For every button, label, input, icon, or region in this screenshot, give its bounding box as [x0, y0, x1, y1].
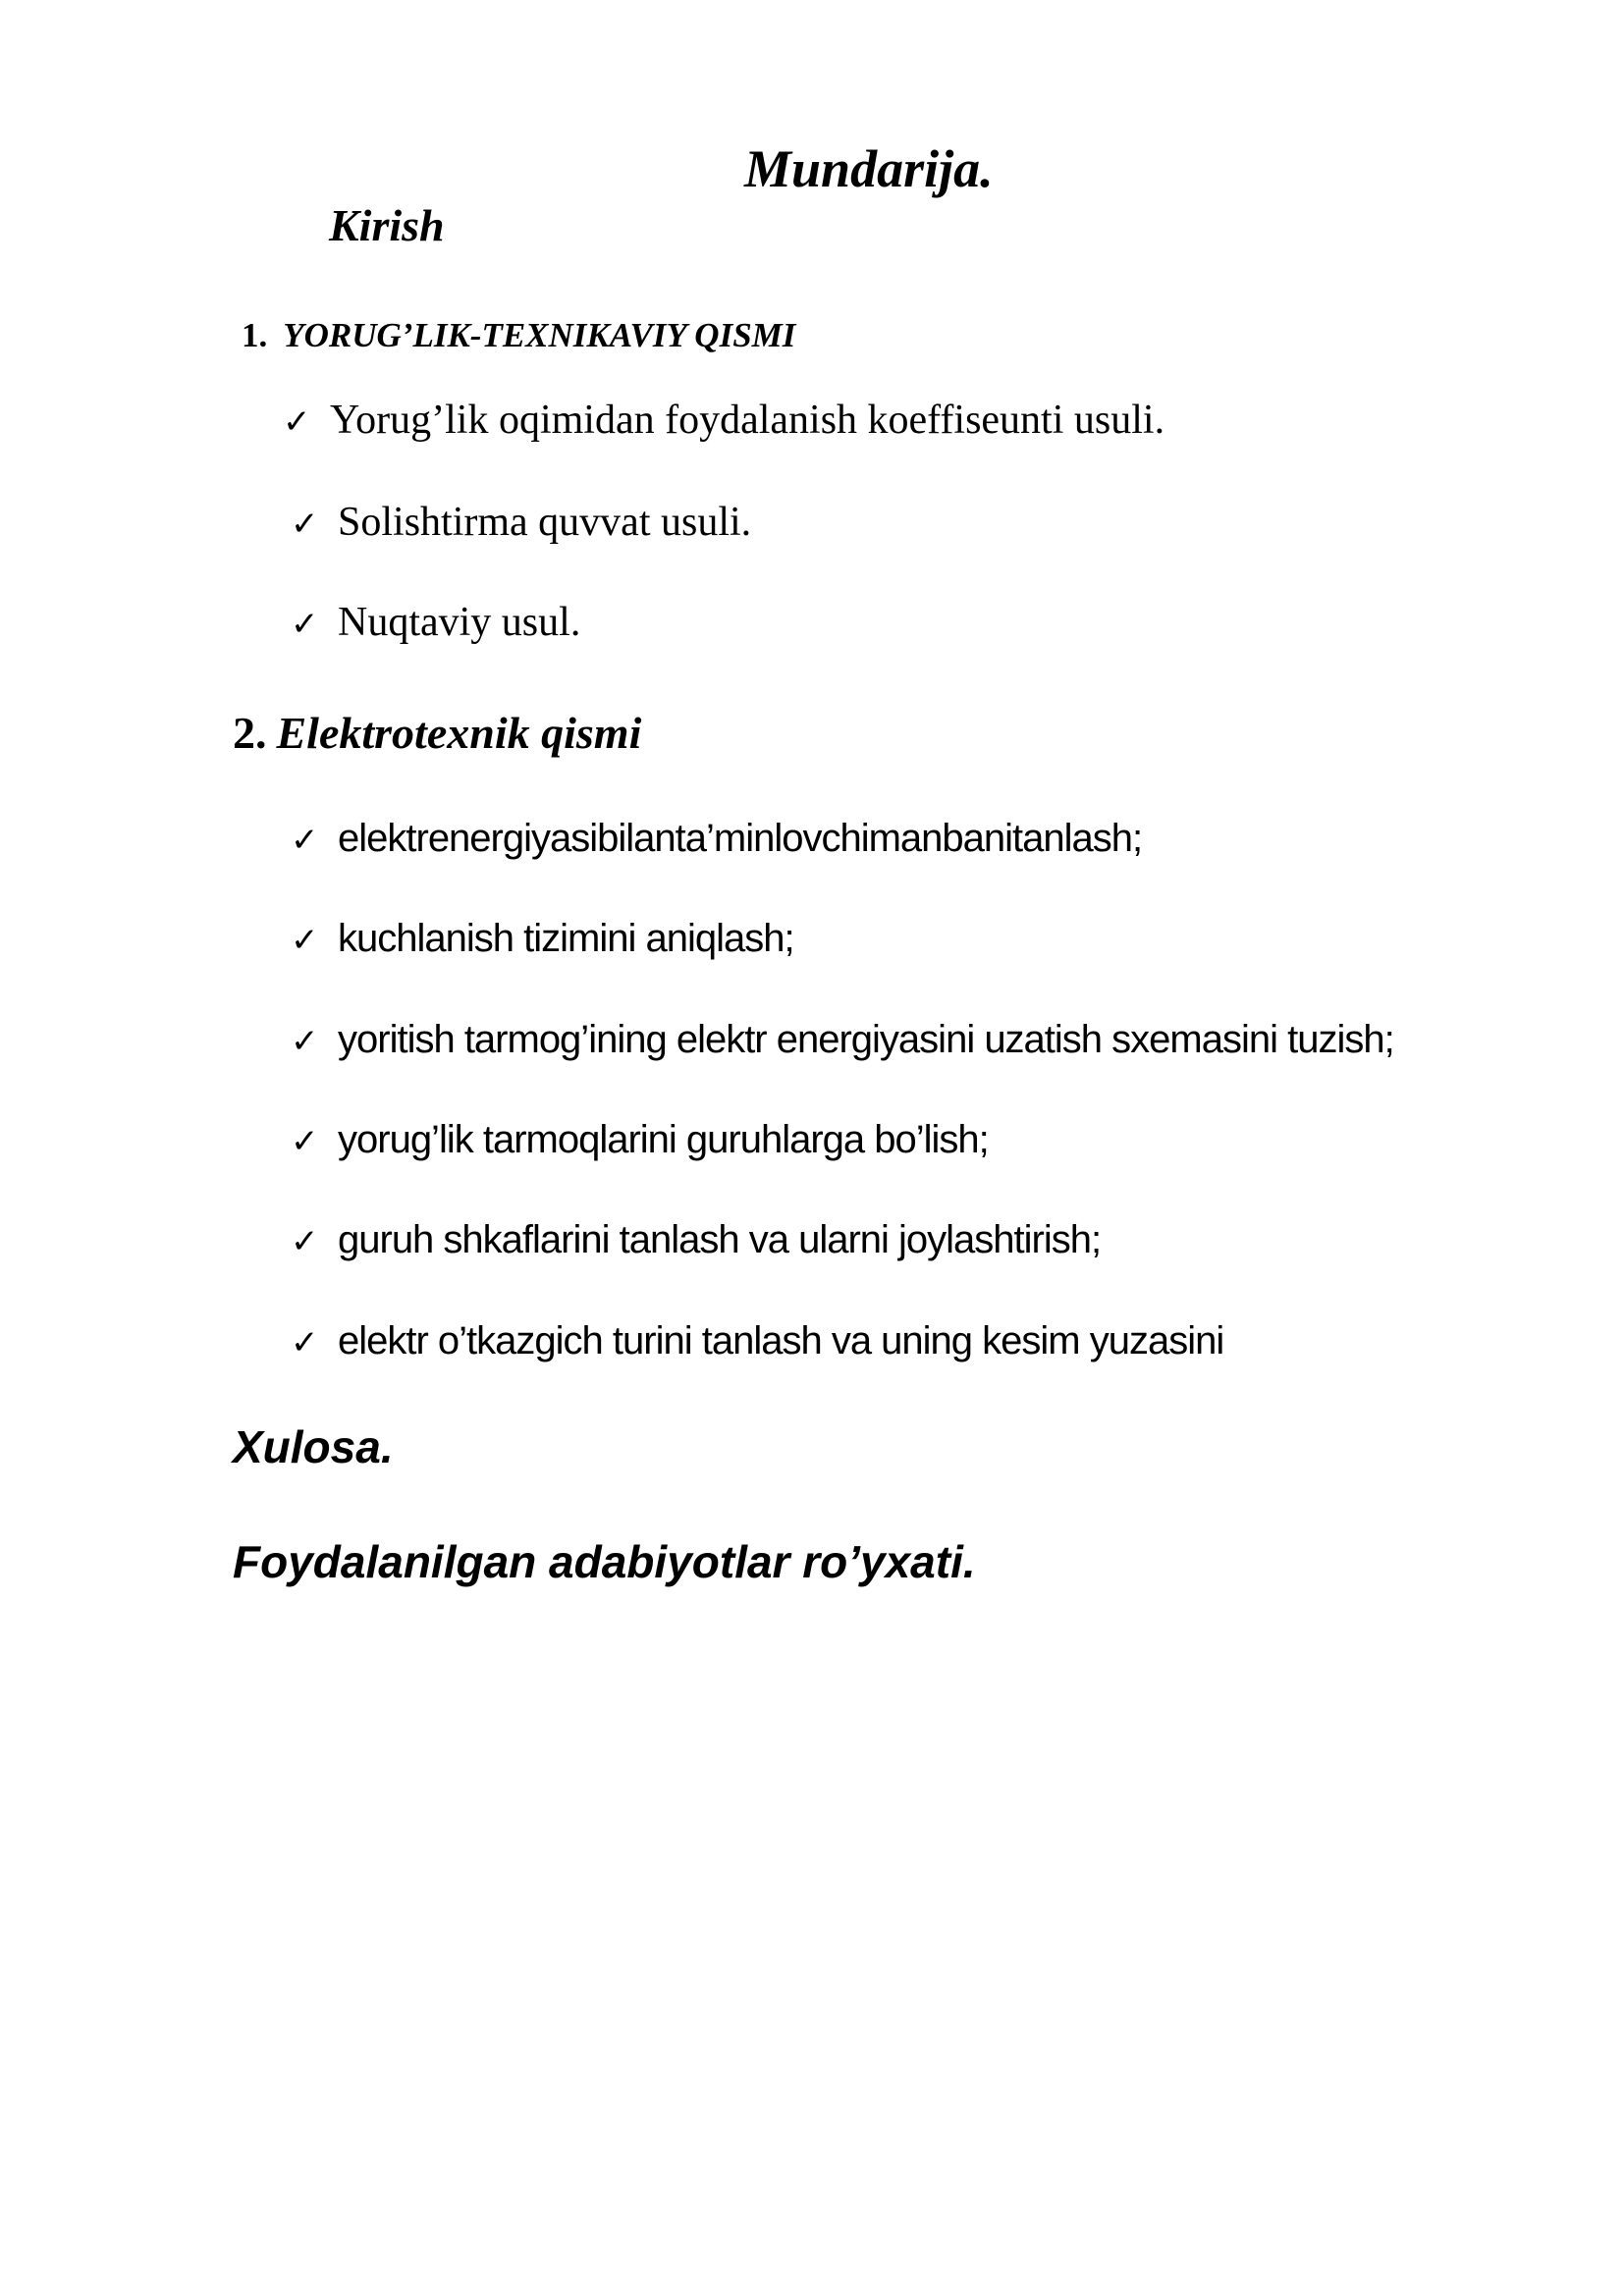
section2-item-text: guruh shkaflarini tanlash va ularni joylashtirish;	[338, 1218, 1102, 1261]
checkmark-icon: ✓	[291, 921, 318, 960]
section1-item-text: Solishtirma quvvat usuli.	[338, 500, 752, 545]
conclusion-heading: Xulosa.	[233, 1421, 394, 1472]
checkmark-icon: ✓	[291, 505, 319, 544]
checkmark-icon: ✓	[291, 1323, 318, 1362]
section1-item	[291, 498, 751, 549]
checkmark-icon: ✓	[291, 1022, 318, 1061]
section1-title: YORUG’LIK-TEXNIKAVIY QISMI	[283, 316, 796, 354]
section2-item-text: elektr o’tkazgich turini tanlash va uning kesim yuzasini	[338, 1319, 1224, 1362]
section2-item	[291, 914, 794, 965]
section2-item-text: kuchlanish tizimini aniqlash;	[338, 917, 794, 960]
checkmark-icon: ✓	[283, 402, 311, 442]
checkmark-icon: ✓	[291, 605, 319, 644]
intro-heading: Kirish	[329, 200, 445, 250]
section2-item-text: yorug’lik tarmoqlarini guruhlarga bo’lish;	[338, 1118, 989, 1161]
section1-item	[291, 598, 580, 649]
page-title: Mundarija.	[744, 139, 994, 198]
checkmark-icon: ✓	[291, 1222, 318, 1261]
section2-number: 2.	[233, 708, 267, 758]
section2-item	[291, 1015, 1394, 1066]
section2-item	[291, 814, 1142, 865]
section1-heading	[242, 314, 795, 357]
section2-item	[291, 1115, 989, 1166]
checkmark-icon: ✓	[291, 1122, 318, 1161]
section2-title: Elektrotexnik qismi	[276, 708, 642, 758]
section2-item-text: elektrenergiyasibilanta’minlovchimanbanitanlash;	[338, 817, 1143, 860]
checkmark-icon: ✓	[291, 821, 318, 860]
section1-item	[283, 396, 1164, 447]
section1-number: 1.	[242, 316, 268, 354]
section2-item	[291, 1215, 1101, 1266]
section1-item-text: Yorug’lik oqimidan foydalanish koeffiseunti usuli.	[330, 398, 1165, 443]
section2-item-text: yoritish tarmog’ining elektr energiyasini uzatish sxemasini tuzish;	[338, 1018, 1394, 1061]
section1-item-text: Nuqtaviy usul.	[338, 600, 581, 645]
section2-item	[291, 1316, 1223, 1367]
references-heading: Foydalanilgan adabiyotlar ro’yxati.	[233, 1536, 976, 1587]
section2-heading	[233, 707, 641, 760]
